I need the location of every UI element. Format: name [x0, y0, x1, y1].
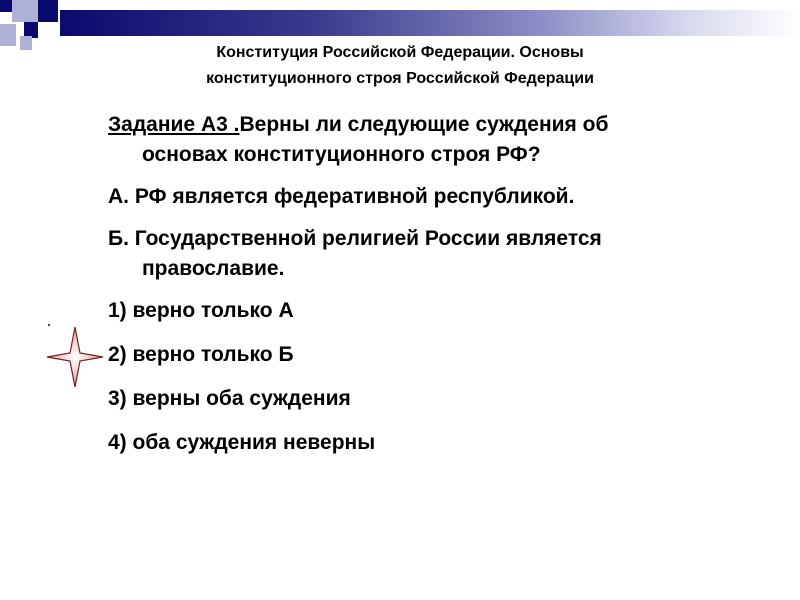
title-line: Конституция Российской Федерации. Основы	[216, 44, 584, 61]
statement-a: А. РФ является федеративной республикой.	[108, 185, 575, 208]
statement-b	[108, 224, 758, 284]
statement-b-text: Б. Государственной религией России является	[108, 227, 602, 250]
four-point-star-icon	[46, 326, 104, 388]
decor-square	[12, 0, 38, 22]
answer-option: 3) верны оба суждения	[108, 387, 351, 410]
slide-content	[108, 110, 758, 458]
statement-b-text: православие.	[142, 257, 285, 280]
answer-option: 1) верно только А	[108, 299, 294, 322]
slide-title	[100, 40, 700, 92]
answer-option: 4) оба суждения неверны	[108, 431, 376, 454]
decor-square	[0, 24, 16, 46]
header-gradient-bar	[60, 10, 800, 36]
decor-square	[38, 0, 58, 22]
task-text: Верны ли следующие суждения об	[239, 113, 609, 136]
title-line: конституционного строя Российской Федерации	[206, 70, 594, 87]
answer-option: 2) верно только Б	[108, 343, 294, 366]
task-paragraph	[108, 110, 758, 170]
task-text: основах конституционного строя РФ?	[142, 143, 541, 166]
decor-square	[20, 36, 32, 50]
task-label: Задание А3 .	[108, 113, 240, 136]
decor-square	[0, 0, 12, 12]
